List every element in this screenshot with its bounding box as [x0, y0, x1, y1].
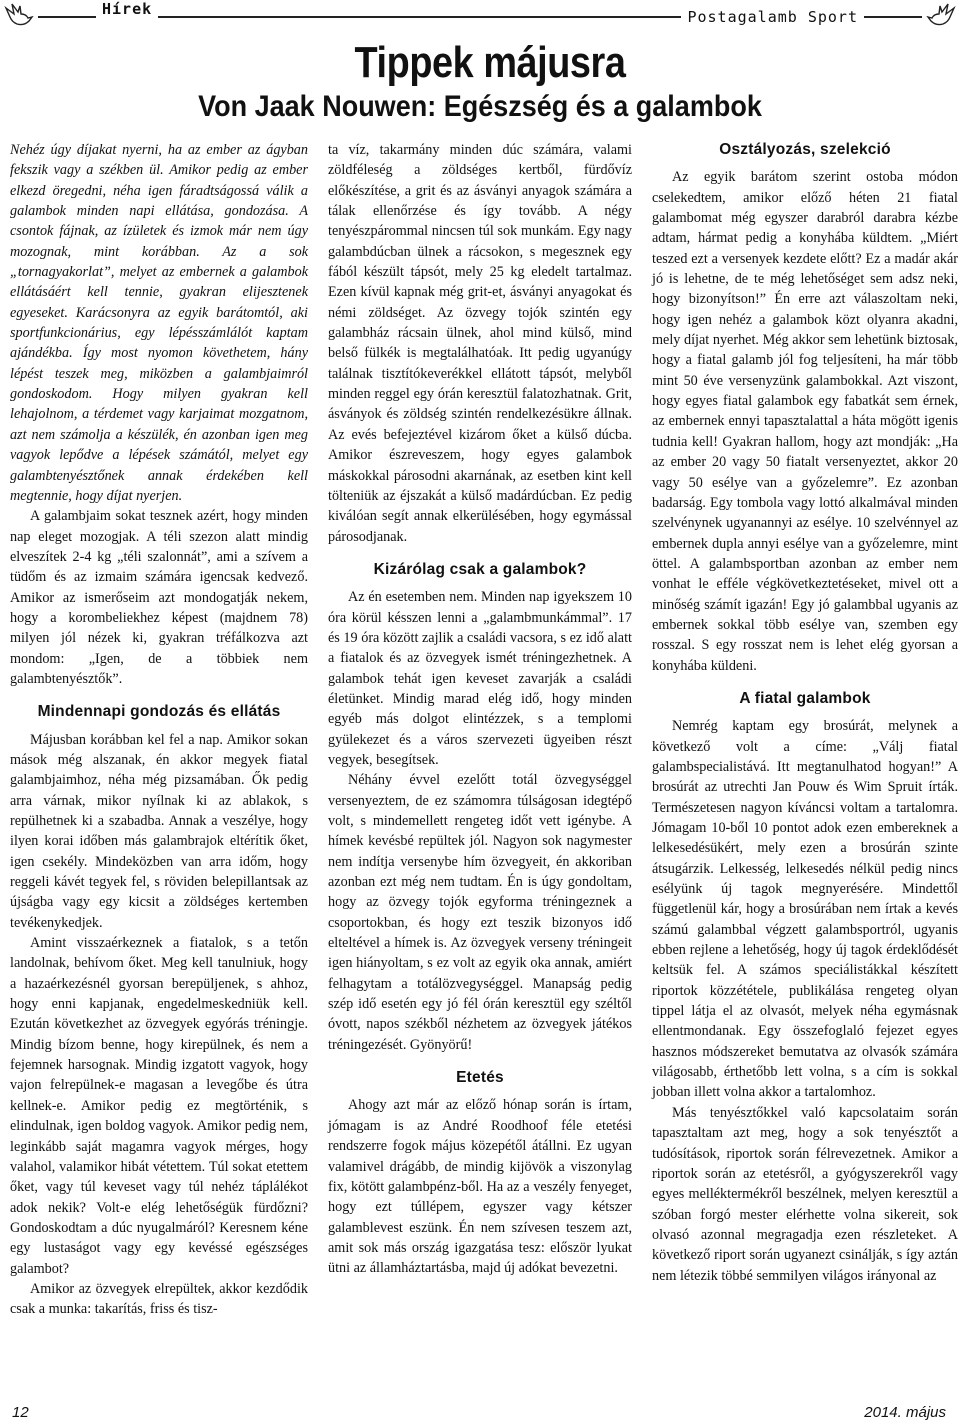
paragraph: Nemrég kaptam egy brosúrát, melynek a következő volt a címe: „Válj fiatal galambspecialistává. Itt megtanulhatod hogyan!” A brosúrát az utrechti Jan Pouw és Wim Spruit írták. Természetesen nagyon kíváncsi voltam a tartalomra. Jómagam 10-ből 10 pontot adok ezen embereknek a lelkesedésükért, mely ezen a brosúrán szinte átsugárzik. Lelkesség, lelkesedés nélkül pedig nincs esélyünk új tagok megnyerésére. Mindettől függetlenül kár, hogy a brosúrában nem írtak a kevés számú galambbal végzett galambsportról, ugyanis ebben rejlene a lehetőség, hogy új tagok érdeklődését keltsük fel. A számos speciálistákkal készített riportok közzététele, publikálása rengeteg olyan tippel látja el az olvasót, melyek néha egymásnak ellentmondanak. Egy összefoglaló fejezet egyes hasznos módszereket bemutatva az olvasók számára világosabb, érthetőbb lett volna, s a cím is sokkal jobban illett volna akkor a tartalomhoz. — [652, 718, 958, 1101]
paragraph: ta víz, takarmány minden dúc számára, valami zöldféleség a zöldséges kertből, fürdővíz előkészítése, a grit és az ásványi anyagok számára a tálak ellenőrzése és így tovább. A négy tenyészpárommal nincsen túl sok munkám. Egy nagy galambdúcban ülnek a rácsokon, s megesznek egy fából készült tápsót, mely 25 kg eledelt tartalmaz. Ezen kívül kapnak még grit-et, ásványi anyagokat és némi zöldséget. Az özvegy tojók szintén egy galambház rácsain ülnek, ahol mind külső, mind belső fülkék is megtalálhatóak. Itt pedig ugyanúgy találnak tisztítókeverékkel ellátott tápsót, melyből minden reggel egy órán keresztül falatozhatnak. Grit, ásványok és zöldség szintén rendelkezésükre állnak. Az evés befejeztével kizárom őket a külső dúcba. Amikor észreveszem, hogy egyes galambok máskokkal párosodni akarnának, az esetben kint kell tölteniük az éjszakát a külső madárdúcban. Ez pedig kiválóan segít annak elkerülésében, hogy egymással párosodjanak. — [328, 142, 632, 545]
paragraph: Amint visszaérkeznek a fiatalok, s a tetőn landolnak, behívom őket. Meg kell tanulniuk, hogy a hazaérkezésnél gyorsan berepüljenek, s ahhoz, hogy enni kapjanak, engedelmeskedniük kell. Ezután következhet az özvegyek egyórás tréningje. Mindig bízom benne, hogy kirepülnek, és nem a fejemnek harsognak. Mindig izgatott vagyok, hogy vajon felrepülnek-e magasan a levegőbe és útra kellnek-e. Amikor pedig ez megtörténik, s elindulnak, igen boldog vagyok. Amikor pedig nem, leginkább saját magamra vagyok mérges, hogy valahol, valamikor hibát vétettem. Túl sokat etettem őket, vagy túl keveset vagy túl nehéz táplálékot adok nekik? Volt-e elég lehetőségük fürdőzni? Gondoskodtam a dúc nyugalmáról? Keresnem kéne egy lustaságot vagy egy kevéssé egészséges galambot? — [10, 935, 308, 1277]
paragraph: Májusban korábban kel fel a nap. Amikor sokan mások még alszanak, én akkor megyek fiatal galambjaimhoz, néha még pizsamában. Ők pedig arra várnak, mikor nyílnak ki az ablakok, s repülhetnek ki a szabadba. Annak a veszélye, hogy ilyen korai időben más galambrajok eltérítik őket, igen csekély. Mindeközben van arra időm, hogy reggeli kávét tegyek fel, s röviden belepillantsak az újságba vagy egy kicsit a zöldséges kertemben tevékenykedjek. — [10, 731, 308, 931]
article-title: Tippek májusra — [354, 38, 626, 87]
paragraph: Ahogy azt már az előző hónap során is írtam, jómagam is az André Roodhoof féle etetési rendszerre fogok május közepétől átállni. Ez ugyan valamivel drágább, de mindig kijövök a viszonylag fix, kötött galambpénz-ből. Ha az a veszély fenyeget, hogy ezt túllépem, egyszer vagy kétszer galamblevest eszünk. Én nem szívesen teszem azt, amit sok más ország igazgatása tesz: először lyukat ütni az államháztartásba, majd új adókat bevezetni. — [328, 1097, 632, 1277]
pigeon-icon — [4, 2, 34, 28]
article-subtitle: Von Jaak Nouwen: Egészség és a galambok — [198, 90, 762, 123]
page-number: 12 — [12, 1404, 29, 1421]
intro-paragraph: Nehéz úgy díjakat nyerni, ha az ember az ágyban fekszik vagy a székben ül. Amikor pedig az ember elkezd öregedni, néha igen fáradtságossá válik a galambok minden napi ellátása, gondozása. A csontok fájnak, az ízületek és izmok már nem úgy mozognak, mint korábban. Az a sok „tornagyakorlat”, melyet az embernek a galambok ellátásáért kell tennie, gyakran elijesztenek egyeseket. Karácsonyra az egyik barátomtól, aki sportfunkcionárius, egy lépésszámlálót kaptam ajándékba. Így most nyomon követhetem, hány lépést teszek meg, miközben a galambjaimról gondoskodom. Hogy milyen gyakran kell lehajolnom, a térdemet vagy karjaimat mozgatnom, azt nem számolja a készülék, én azonban igen meg vagyok lepődve a lépések számától, melyet egy galambtenyésztőnek annak érdekében kell megtennie, hogy díjat nyerjen. — [10, 142, 308, 504]
paragraph: Az én esetemben nem. Minden nap igyekszem 10 óra körül késszen lenni a „galambmunkámmal”. 17 és 19 óra között zajlik a családi vacsora, s ez idő alatt a fiatalok és az özvegyek ismét tréningezhetnek. A galambok tehát igen keveset zavarják a családi életünket. Mindig marad elég idő, hogy minden egyéb más dolgot elintézzek, s a templomi gyülekezet és a város szervezeti ügyeiben részt vegyek, besegítsek. — [328, 589, 632, 768]
paragraph: Más tenyésztőkkel való kapcsolataim során tapasztaltam azt meg, hogy a sok tenyésztőt a tudósítások, riportok során félrevezetnek. Amikor a riportok során az etetésről, a gyógyszerekről vagy egyes melléktermékről beszélnek, melyen keresztül a szóban forgó mester elérhette volna sikereit, sok olvasó azonnal megragadja ezen részleteket. A következő riport során ugyanezt csinálják, s így aztán nem létezik többé semmilyen világos irányonal az — [652, 1104, 958, 1284]
column-left — [10, 140, 308, 1320]
issue-date: 2014. május — [864, 1404, 946, 1421]
section-heading: Osztályozás, szelekció — [719, 141, 891, 158]
section-heading: Mindennapi gondozás és ellátás — [37, 703, 281, 721]
column-middle — [328, 140, 632, 1279]
section-heading: Etetés — [456, 1069, 504, 1087]
magazine-name: Postagalamb Sport — [681, 8, 864, 26]
paragraph: Néhány évvel ezelőtt totál özvegységgel versenyeztem, de ez számomra túlságosan idegtépő volt, s mindemellett rengeteg időt vett igénybe. A hímek kevésbé repültek jól. Nagyon sok nagymester nem indítja versenybe hím özvegyeit, én akkoriban azonban ezt még nem tudtam. Én is úgy gondoltam, hogy az özvegy tojók egyforma tréningeznek a csoportokban, és hogy ezt teszik bizonyos idő elteltével a hímek is. Az özvegyek verseny tréningeit igen hiányoltam, s ez volt az egyik oka annak, amiért felhagytam a totálözvegységgel. Manapság pedig szép idő esetén egy jó fél órán keresztül egy széltől óvott, napos székből nézhetem az özvegyek játékos tréningezését. Gyönyörű! — [328, 772, 632, 1053]
paragraph: Amikor az özvegyek elrepültek, akkor kezdődik csak a munka: takarítás, friss és tisz- — [10, 1280, 308, 1318]
paragraph: Az egyik barátom szerint ostoba módon cselekedtem, amikor előző héten 21 fiatal galambomat még egyszer darabról darabra kézbe adtam, hármat pedig a konyhába küldtem. „Miért teszed ezt a versenyek kezdete előtt? Ez a madár akár jó is lehetne, de te még lehetőséget sem adsz neki, hogy bizonyítson!” Én erre azt válaszoltam neki, hogy igen nehéz a galambok közt olyanra akadni, mely díjat nyerhet. Még akkor sem lehetünk biztosak, hogy a fiatal galamb jól fog teljesíteni, ha már több mint 50 éve versenyzünk galambokkal. Azt viszont, hogy egyes fiatal galambok egy fabatkát sem érnek, az embernek ennyi tapasztalattal a háta mögött igenis tudnia kell! Gyakran hallom, hogy azt mondják: „Ha az ember 20 vagy 50 fiatalt versenyeztet, akkor 20 vagy 50 esélye van a győzelemre”. Ez azonban badarság. Egy tombola vagy lottó alkalmával minden szelvénynek ugyanannyi az esélye. 10 szelvénnyel az embernek dupla annyi esélye van a győzelemre, mint öttel. A galambsportban azonban az ember nem vonhat le efféle végkövetkeztetéseket, mivel ott a minőség számít igazán! Egy jó galambbal ugyanis az embernek sokkal több esélye van, szemben egy rosszal. S egy rosszat nem is lehet elég gyorsan a konyhába küldeni. — [652, 169, 958, 674]
intro-block — [10, 140, 308, 506]
pigeon-icon — [926, 2, 956, 28]
section-heading: A fiatal galambok — [739, 689, 871, 707]
section-heading: Kizárólag csak a galambok? — [373, 560, 587, 578]
paragraph: A galambjaim sokat tesznek azért, hogy minden nap eleget mozogjak. A téli szezon alatt mindig elveszítek 2-4 kg „téli szalonnát”, ami a szívem a tüdőm és az izmaim számára igencsak kedvező. Amikor az ismerőseim azt mondogatják nekem, hogy a korombeliekhez képest (majdnem 78) milyen jól nézek ki, gyakran tréfálkozva azt mondom: „Igen, de a többiek nem galambtenyésztők”. — [10, 508, 308, 687]
column-right — [652, 140, 958, 1286]
section-label: Hírek — [96, 0, 158, 18]
page-header — [0, 0, 960, 26]
